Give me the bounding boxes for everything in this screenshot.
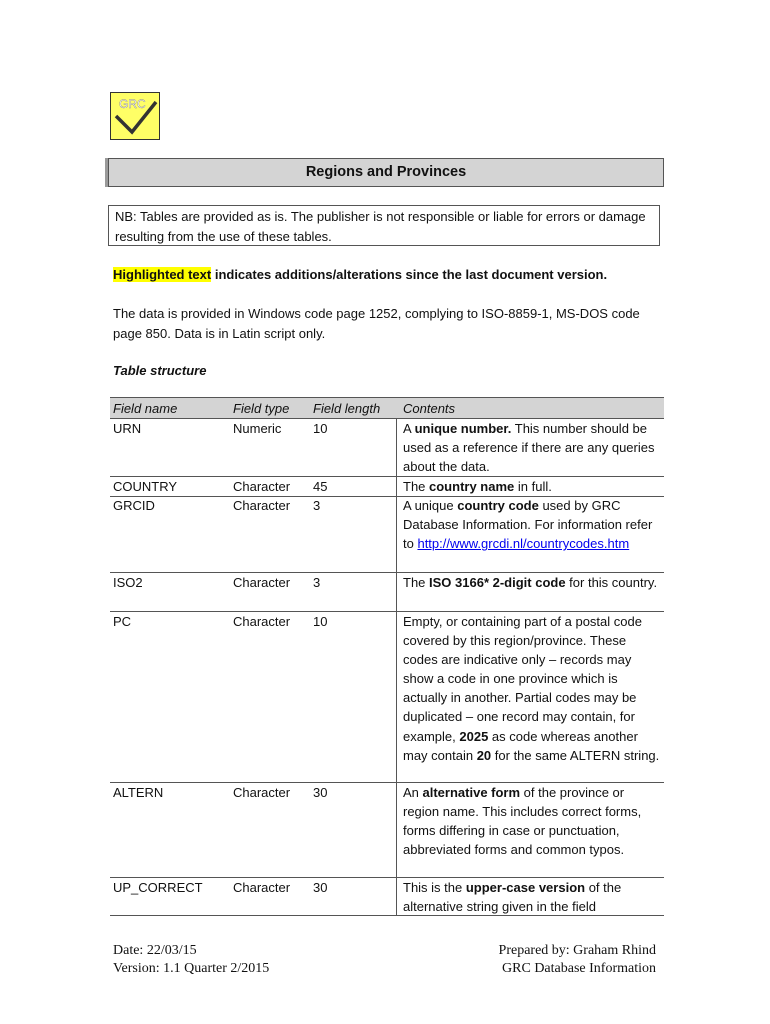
row-pc-type: Character xyxy=(233,614,291,629)
row-pc-name: PC xyxy=(113,614,132,629)
row-country-type: Character xyxy=(233,479,291,494)
row-iso2-contents: The ISO 3166* 2-digit code for this country. xyxy=(403,575,658,590)
row-grcid-name: GRCID xyxy=(113,498,155,513)
country-codes-link[interactable]: http://www.grcdi.nl/countrycodes.htm xyxy=(417,536,630,552)
row-country-name: COUNTRY xyxy=(113,479,178,494)
row-urn-length: 10 xyxy=(313,421,328,436)
row-altern-contents: An alternative form of the province or region name. This includes correct forms, forms differing in case or punctuation, abbreviated forms and common typos. xyxy=(403,785,642,858)
highlight-legend xyxy=(113,265,607,285)
grc-logo xyxy=(110,92,160,140)
row-iso2-length: 3 xyxy=(313,575,321,590)
row-grcid-length: 3 xyxy=(313,498,321,513)
footer-prepared-by: Prepared by: Graham Rhind xyxy=(498,943,656,958)
footer-right xyxy=(460,942,656,978)
disclaimer-box: NB: Tables are provided as is. The publisher is not responsible or liable for errors or damage resulting from the use of these tables. xyxy=(108,205,660,246)
row-country-length: 45 xyxy=(313,479,328,494)
row-grcid-type: Character xyxy=(233,498,291,513)
header-contents: Contents xyxy=(403,401,456,416)
row-up-correct-length: 30 xyxy=(313,880,328,895)
page-title: Regions and Provinces xyxy=(108,158,664,187)
row-pc-length: 10 xyxy=(313,614,328,629)
row-grcid-contents: A unique country code used by GRC Database Information. For information refer to http://www.grcdi.nl/countrycodes.htm xyxy=(403,498,653,552)
footer-company: GRC Database Information xyxy=(502,961,656,976)
footer-date: Date: 22/03/15 xyxy=(113,943,197,958)
row-altern-length: 30 xyxy=(313,785,328,800)
data-note: The data is provided in Windows code page 1252, complying to ISO-8859-1, MS-DOS code page 850. Data is in Latin script only. xyxy=(113,306,640,341)
logo-text: GRC xyxy=(119,97,146,111)
row-altern-type: Character xyxy=(233,785,291,800)
row-urn-contents: A unique number. This number should be used as a reference if there are any queries about the data. xyxy=(403,421,655,475)
header-field-type: Field type xyxy=(233,401,290,416)
header-field-length: Field length xyxy=(313,401,381,416)
footer-version: Version: 1.1 Quarter 2/2015 xyxy=(113,961,270,976)
table-structure-title: Table structure xyxy=(113,363,207,378)
footer-left xyxy=(113,942,269,978)
row-urn-name: URN xyxy=(113,421,142,436)
row-urn-type: Numeric xyxy=(233,421,282,436)
contents-column-divider xyxy=(396,418,397,915)
table-header-row xyxy=(110,398,664,418)
highlight-description: indicates additions/alterations since the last document version. xyxy=(211,267,608,282)
row-iso2-type: Character xyxy=(233,575,291,590)
row-pc-contents: Empty, or containing part of a postal code covered by this region/province. These codes are indicative only – records may show a code in one province which is actually in another. Partial codes may be duplicated – one record may contain, for example, 2025 as code whereas another may contain 20 for the same ALTERN string. xyxy=(403,614,660,763)
row-up-correct-name: UP_CORRECT xyxy=(113,880,203,895)
highlight-sample: Highlighted text xyxy=(113,267,212,282)
row-up-correct-type: Character xyxy=(233,880,291,895)
row-up-correct-contents: This is the upper-case version of the alternative string given in the field xyxy=(403,880,622,915)
row-altern-name: ALTERN xyxy=(113,785,164,800)
table-bottom-rule xyxy=(110,915,664,916)
row-country-contents: The country name in full. xyxy=(403,479,552,494)
row-iso2-name: ISO2 xyxy=(113,575,143,590)
header-field-name: Field name xyxy=(113,401,178,416)
